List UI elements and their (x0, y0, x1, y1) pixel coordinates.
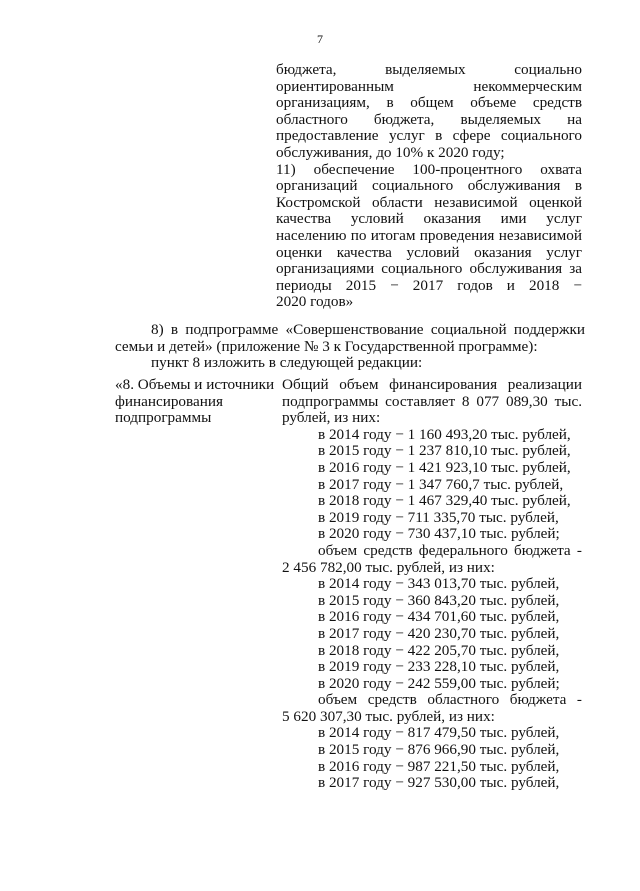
year-line: в 2019 году − 711 335,70 тыс. рублей, (318, 508, 559, 526)
year-line: в 2016 году − 987 221,50 тыс. рублей, (318, 757, 560, 775)
section-8-line: пункт 8 изложить в следующей редакции: (151, 354, 423, 372)
year-line: в 2019 году − 233 228,10 тыс. рублей, (318, 658, 560, 676)
text-line: областного бюджета, выделяемых на (276, 110, 582, 128)
table-left-line: финансирования (115, 392, 223, 410)
year-line: в 2020 году − 242 559,00 тыс. рублей; (318, 674, 560, 692)
year-line: в 2015 году − 360 843,20 тыс. рублей, (318, 591, 560, 609)
year-line: в 2014 году − 343 013,70 тыс. рублей, (318, 575, 560, 593)
text-line: ориентированным некоммерческим (276, 77, 582, 95)
page-number: 7 (317, 32, 323, 46)
year-line: в 2016 году − 1 421 923,10 тыс. рублей, (318, 458, 571, 476)
table-right-line: рублей, из них: (282, 409, 381, 427)
year-line: в 2016 году − 434 701,60 тыс. рублей, (318, 608, 560, 626)
year-line: в 2018 году − 422 205,70 тыс. рублей, (318, 641, 560, 659)
text-line: 11) обеспечение 100-процентного охвата (276, 160, 582, 178)
year-line: в 2015 году − 876 966,90 тыс. рублей, (318, 741, 560, 759)
year-line: в 2015 году − 1 237 810,10 тыс. рублей, (318, 442, 571, 460)
section-8-line: 8) в подпрограмме «Совершенствование социальной поддержки (151, 321, 585, 338)
year-line: в 2017 году − 927 530,00 тыс. рублей, (318, 774, 560, 792)
section-8-line: семьи и детей» (приложение № 3 к Государственной программе): (115, 337, 538, 355)
year-line: в 2020 году − 730 437,10 тыс. рублей; (318, 525, 560, 543)
text-line: бюджета, выделяемых социально (276, 61, 582, 78)
table-right-line: объем средств федерального бюджета - (318, 541, 582, 559)
table-right-column (282, 377, 582, 792)
table-right-line: Общий объем финансирования реализации (282, 376, 582, 393)
table-left-column (115, 377, 275, 427)
year-line: в 2014 году − 817 479,50 тыс. рублей, (318, 724, 560, 742)
table-right-line: 5 620 307,30 тыс. рублей, из них: (282, 707, 495, 725)
text-line: организациям, в общем объеме средств (276, 94, 582, 112)
text-line: оценки качества условий оказания услуг (276, 243, 582, 261)
year-line: в 2017 году − 420 230,70 тыс. рублей, (318, 624, 560, 642)
table-left-line: «8. Объемы и источники (115, 376, 275, 393)
year-line: в 2018 году − 1 467 329,40 тыс. рублей, (318, 492, 571, 510)
text-line: предоставление услуг в сфере социального (276, 127, 582, 145)
table-right-line: объем средств областного бюджета - (318, 691, 582, 709)
text-line: организаций социального обслуживания в (276, 177, 582, 195)
text-line: Костромской области независимой оценкой (276, 193, 582, 211)
table-right-line: подпрограммы составляет 8 077 089,30 тыс. (282, 392, 582, 410)
table-right-line: 2 456 782,00 тыс. рублей, из них: (282, 558, 495, 576)
text-line: 2020 годов» (276, 293, 354, 311)
text-line: качества условий оказания ими услуг (276, 210, 582, 228)
text-line: населению по итогам проведения независимой (276, 226, 582, 244)
table-left-line: подпрограммы (115, 409, 212, 427)
text-line: обслуживания, до 10% к 2020 году; (276, 143, 505, 161)
text-line: организациями социального обслуживания за (276, 260, 582, 278)
year-line: в 2017 году − 1 347 760,7 тыс. рублей, (318, 475, 564, 493)
text-line: периоды 2015 − 2017 годов и 2018 − (276, 276, 582, 294)
section-8 (115, 322, 585, 372)
continuation-text (276, 62, 582, 311)
year-line: в 2014 году − 1 160 493,20 тыс. рублей, (318, 425, 571, 443)
